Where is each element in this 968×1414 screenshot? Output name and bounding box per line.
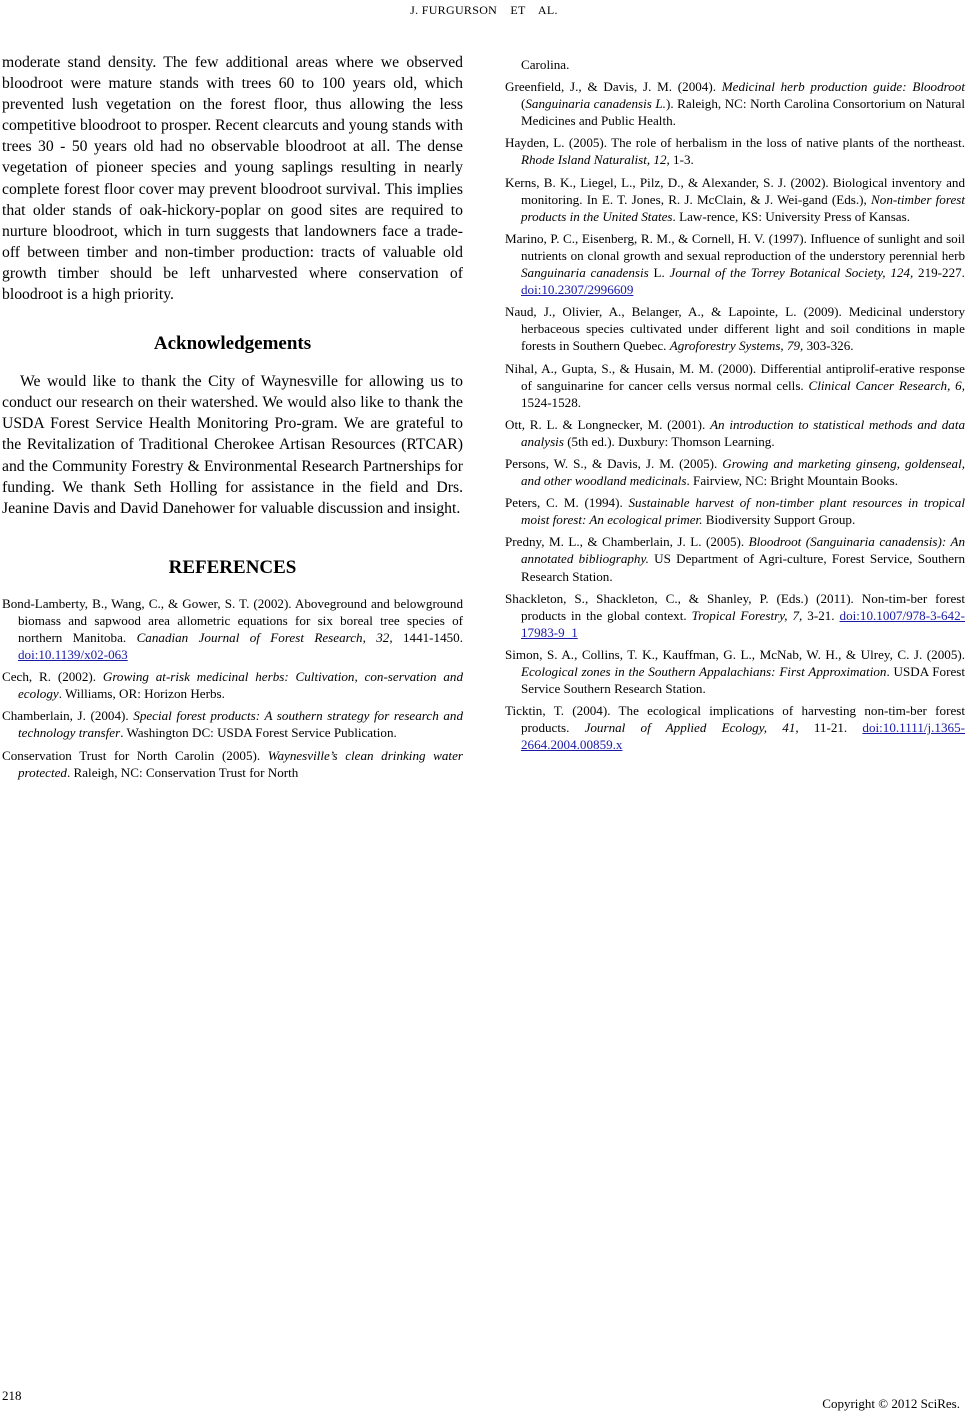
acknowledgements-text: We would like to thank the City of Waynesville for allowing us to conduct our research on their watershed. We would also like to thank the USDA Forest Service Health Monitoring Pro-gram. We are grateful to the Revitalization of Traditional Cherokee Artisan Resources (RTCAR) and the Community Forestry & Environmental Research Partnerships for funding. We thank Seth Holling for assistance in the field and Drs. Jeanine Davis and David Danehower for valuable discussion and insight. — [2, 373, 463, 517]
right-column — [505, 56, 965, 758]
references-list-right — [505, 56, 965, 753]
reference-authors-title: Nihal, A., Gupta, S., & Husain, M. M. (2000). Differential antiprolif-erative response of sanguinarine for cancer cells versus normal cells. — [505, 360, 965, 393]
reference-source: Ecological zones in the Southern Appalachians: First Approximation — [521, 664, 887, 679]
reference-details: . USDA Forest Service Southern Research Station. — [521, 664, 966, 697]
reference-source: Journal of Applied Ecology, 41, — [584, 720, 799, 736]
reference-details: . Williams, OR: Horizon Herbs. — [58, 686, 225, 702]
reference-authors-title: Bond-Lamberty, B., Wang, C., & Gower, S. T. (2002). Aboveground and belowground biomass and sapwood area allometric equations for six boreal tree species of northern Manitoba. — [2, 595, 463, 645]
reference-details: 1-3. — [669, 152, 694, 168]
reference-authors-title: Greenfield, J., & Davis, J. M. (2004). — [505, 79, 722, 95]
reference-entry — [2, 595, 463, 663]
reference-source: Rhode Island Naturalist, 12, — [521, 152, 670, 168]
reference-authors-title: Ticktin, T. (2004). The ecological implications of harvesting non-tim-ber forest products. — [505, 703, 965, 736]
reference-authors-title: Marino, P. C., Eisenberg, R. M., & Cornell, H. V. (1997). Influence of sunlight and soil nutrients on clonal growth and sexual reproduction of the understory perennial herb — [505, 230, 965, 263]
reference-source: Non-timber forest products in the United States — [521, 191, 965, 224]
paragraph-continued: moderate stand density. The few additional areas where we observed bloodroot were mature stands with trees 60 to 100 years old, which prevented lush vegetation on the forest floor, thus allowing the less competitive bloodroot to prosper. Recent clearcuts and young stands with trees 30 - 50 years old had no observable bloodroot at all. The dense vegetation of pioneer species and young saplings resulting in nearly complete forest floor cover may prevent bloodroot survival. This implies that older stands of oak-hickory-poplar on good sites are required to nurture bloodroot, which in turn suggests that landowners face a trade-off between timber and non-timber production: tracts of valuable old growth timber should be left unharvested where conservation of bloodroot is a high priority. — [2, 54, 463, 304]
reference-details: . Law-rence, KS: University Press of Kansas. — [672, 208, 910, 224]
reference-entry — [505, 494, 965, 528]
reference-details: . Raleigh, NC: Conservation Trust for North — [66, 764, 299, 780]
acknowledgements-heading: Acknowledgements — [153, 333, 312, 355]
reference-entry — [505, 303, 965, 354]
reference-source: Special forest products: A southern strategy for research and technology transfer — [18, 708, 463, 741]
reference-authors-title: Hayden, L. (2005). The role of herbalism in the loss of native plants of the northeast. — [505, 135, 965, 151]
reference-pages: 219-227. — [913, 265, 965, 281]
reference-details: Biodiversity Support Group. — [702, 512, 856, 528]
reference-source: Agroforestry Systems, 79, — [669, 338, 804, 354]
reference-entry — [505, 174, 965, 225]
reference-pages — [847, 720, 862, 735]
reference-authors-title: Cech, R. (2002). — [2, 669, 103, 685]
reference-source: Bloodroot (Sanguinaria canadensis): An annotated bibliography. — [521, 534, 966, 567]
reference-details: L. — [648, 265, 670, 281]
reference-details: 11-21. — [798, 720, 848, 736]
body-text — [2, 52, 463, 580]
reference-entry — [505, 360, 965, 411]
reference-authors-title: Simon, S. A., Collins, T. K., Kauffman, G. L., McNab, W. H., & Ulrey, C. J. (2005). — [505, 646, 965, 662]
references-list-left — [2, 595, 463, 781]
reference-doi-link[interactable]: doi:10.1007/978-3-642-17983-9_1 — [521, 607, 966, 640]
reference-details: ( — [521, 96, 526, 112]
left-column — [2, 52, 463, 786]
reference-source: Sanguinaria canadensis — [521, 265, 649, 281]
reference-entry — [505, 646, 965, 697]
reference-source-secondary: Sanguinaria canadensis L. — [525, 96, 666, 112]
reference-entry — [505, 590, 965, 641]
reference-details: 1441-1450. — [392, 629, 463, 645]
running-head: J. FURGURSON ET AL. — [410, 3, 558, 17]
reference-authors-title: Kerns, B. K., Liegel, L., Pilz, D., & Alexander, S. J. (2002). Biological inventory and monitoring. In E. T. Jones, R. J. McClain, & J. Wei-gand (Eds.), — [505, 174, 965, 207]
reference-entry — [505, 134, 965, 168]
reference-pages: ). Raleigh, NC: North Carolina Consortorium on Natural Medicines and Public Health. — [521, 96, 965, 129]
reference-details: . Fairview, NC: Bright Mountain Books. — [686, 473, 899, 489]
reference-authors-title: Ott, R. L. & Longnecker, M. (2001). — [505, 416, 711, 432]
reference-source: Tropical Forestry, 7, — [691, 607, 803, 623]
reference-source: Medicinal herb production guide: Bloodroot — [721, 79, 965, 95]
reference-details: 303-326. — [803, 338, 854, 354]
reference-authors-title: Predny, M. L., & Chamberlain, J. L. (2005). — [505, 534, 749, 550]
reference-source: An introduction to statistical methods and data analysis — [521, 416, 965, 449]
reference-entry — [505, 230, 965, 298]
reference-doi-link[interactable]: doi:10.2307/2996609 — [521, 282, 634, 298]
reference-source: Sustainable harvest of non-timber plant resources in tropical moist forest: An ecological primer. — [521, 495, 965, 528]
reference-source: Canadian Journal of Forest Research, 32, — [136, 629, 393, 645]
reference-details: 1524-1528. — [521, 394, 582, 410]
reference-authors-title: Chamberlain, J. (2004). — [2, 708, 134, 724]
reference-source: Waynesville’s clean drinking water protected — [18, 747, 463, 780]
reference-doi-link[interactable]: doi:10.1111/j.1365-2664.2004.00859.x — [521, 720, 965, 753]
reference-authors-title: Conservation Trust for North Carolin (2005). — [2, 747, 268, 763]
page-number: 218 — [2, 1388, 22, 1403]
reference-entry — [2, 707, 463, 741]
reference-authors-title: Shackleton, S., Shackleton, C., & Shanley, P. (Eds.) (2011). Non-tim-ber forest products in the global context. — [505, 590, 965, 623]
reference-doi-link[interactable]: doi:10.1139/x02-063 — [18, 647, 128, 663]
reference-entry — [505, 455, 965, 489]
reference-details: 3-21. — [802, 607, 835, 623]
copyright-notice: Copyright © 2012 SciRes. — [822, 1396, 960, 1411]
reference-entry — [2, 747, 463, 781]
reference-details: . Washington DC: USDA Forest Service Publication. — [120, 725, 397, 741]
reference-details: (5th ed.). Duxbury: Thomson Learning. — [563, 433, 775, 449]
reference-source: Growing at-risk medicinal herbs: Cultivation, con-servation and ecology — [18, 669, 464, 702]
reference-entry — [2, 668, 463, 702]
reference-authors-title: Persons, W. S., & Davis, J. M. (2005). — [505, 455, 723, 471]
reference-authors-title: Naud, J., Olivier, A., Belanger, A., & Lapointe, L. (2009). Medicinal understory herbaceous species cultivated under different light and soil conditions in maple forests in Southern Quebec. — [505, 304, 965, 354]
reference-entry — [505, 416, 965, 450]
reference-entry — [505, 78, 965, 129]
reference-source: Clinical Cancer Research, 6, — [808, 377, 965, 393]
reference-entry — [505, 533, 965, 584]
reference-details: US Department of Agri-culture, Forest Service, Southern Research Station. — [521, 551, 965, 584]
reference-source-secondary: Journal of the Torrey Botanical Society, 124, — [669, 265, 914, 281]
reference-continuation: Carolina. — [521, 57, 570, 72]
reference-authors-title: Peters, C. M. (1994). — [505, 495, 629, 511]
reference-source: Growing and marketing ginseng, goldenseal, and other woodland medicinals — [521, 455, 965, 489]
reference-entry — [505, 702, 965, 753]
references-heading: REFERENCES — [168, 556, 297, 578]
